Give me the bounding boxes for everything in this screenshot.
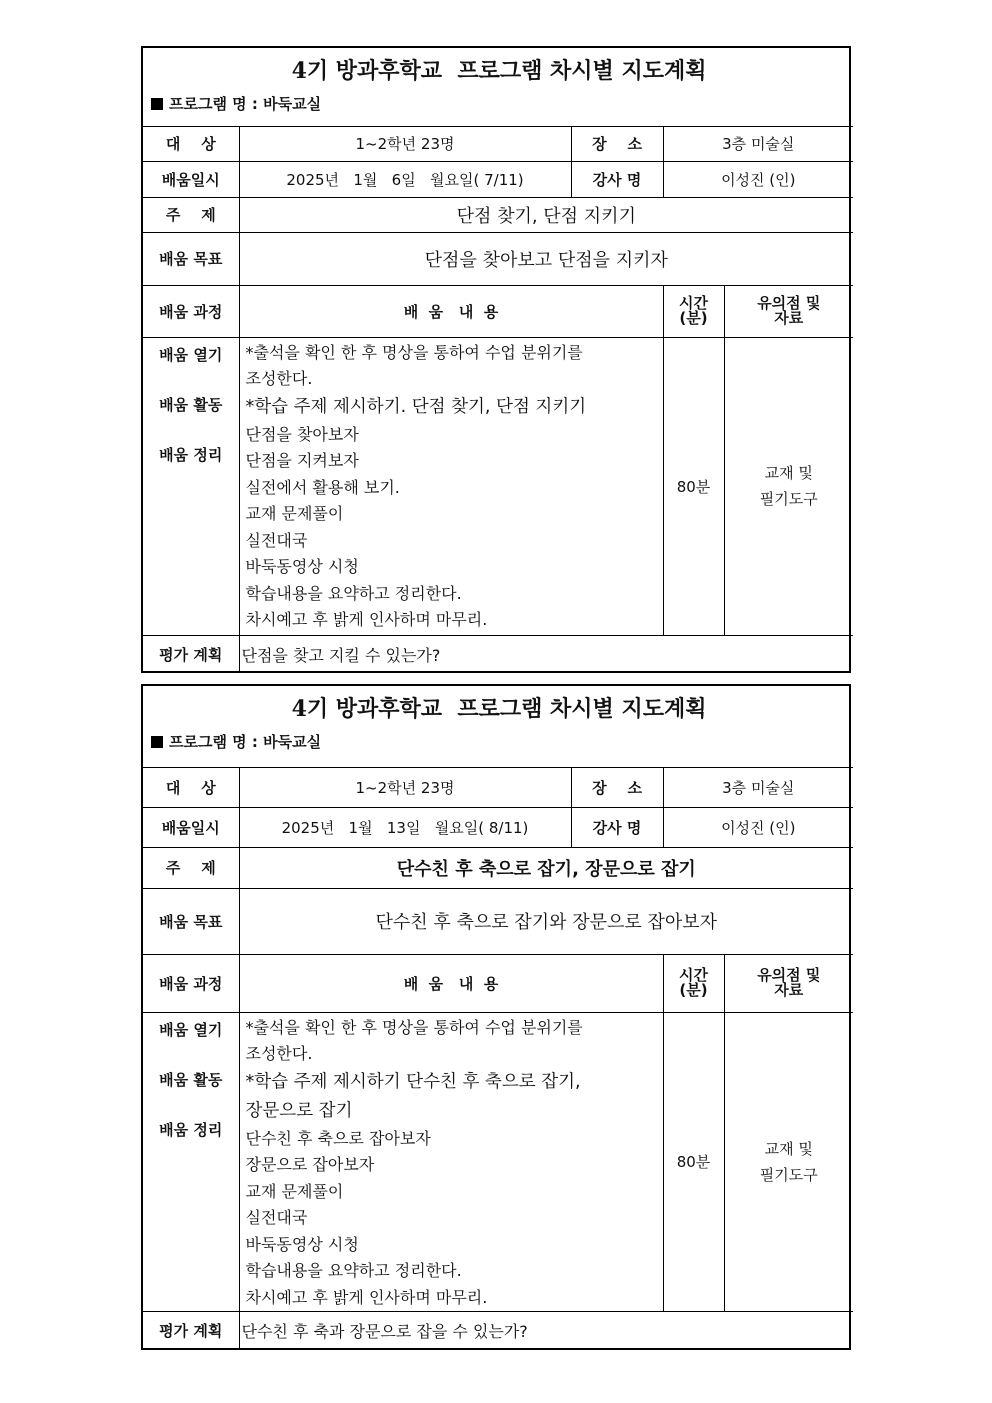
notes-header [724, 285, 853, 337]
lesson-plan-table [141, 684, 851, 1350]
topic-label: 주 제 [143, 847, 239, 888]
program-name-text: 프로그램 명 : 바둑교실 [169, 95, 322, 113]
content-header: 배 움 내 용 [239, 285, 663, 337]
content-line: 바둑동영상 시청 [245, 557, 359, 576]
notes-header-line2: 자료 [774, 309, 804, 327]
teacher-value: 이성진 (인) [663, 161, 853, 197]
teacher-label: 강사 명 [571, 161, 663, 197]
stage-closing: 배움 정리 [159, 1120, 223, 1139]
content-line: 차시예고 후 밝게 인사하며 마무리. [245, 1287, 488, 1307]
content-line: *학습 주제 제시하기. 단점 찾기, 단점 지키기 [245, 396, 587, 417]
goal-label: 배움 목표 [143, 232, 239, 285]
content-line: *학습 주제 제시하기 단수친 후 축으로 잡기, [245, 1071, 581, 1092]
time-header-line2: (분) [679, 309, 708, 327]
program-name [151, 731, 847, 752]
teacher-value: 이성진 (인) [663, 807, 853, 847]
date-label: 배움일시 [143, 807, 239, 847]
content-header: 배 움 내 용 [239, 954, 663, 1012]
date-value: 2025년 1월 6일 월요일( 7/11) [239, 161, 571, 197]
content-line: 차시예고 후 밝게 인사하며 마무리. [245, 610, 488, 629]
materials-cell [724, 337, 853, 635]
program-name [151, 93, 847, 114]
content-line: 조성한다. [245, 369, 313, 388]
content-line: 교재 문제풀이 [245, 1181, 344, 1201]
goal-value: 단점을 찾아보고 단점을 지키자 [239, 232, 853, 285]
time-header [663, 285, 724, 337]
materials-line1: 교재 및 [764, 464, 813, 482]
materials-line2: 필기도구 [759, 490, 818, 508]
stage-opening: 배움 열기 [159, 345, 223, 364]
place-value: 3층 미술실 [663, 767, 853, 807]
teacher-label: 강사 명 [571, 807, 663, 847]
content-cell [239, 337, 663, 635]
content-line: *출석을 확인 한 후 명상을 통하여 수업 분위기를 [245, 1017, 583, 1037]
content-line: 조성한다. [245, 1044, 313, 1063]
stages-cell [143, 1012, 239, 1312]
place-value: 3층 미술실 [663, 126, 853, 161]
topic-value: 단수친 후 축으로 잡기, 장문으로 잡기 [239, 847, 853, 888]
topic-label: 주 제 [143, 197, 239, 232]
content-line: 학습내용을 요약하고 정리한다. [245, 583, 462, 603]
stage-closing: 배움 정리 [159, 445, 223, 464]
target-value: 1~2학년 23명 [239, 126, 571, 161]
time-header-line2: (분) [679, 981, 708, 999]
stage-opening: 배움 열기 [159, 1020, 223, 1039]
stages-cell [143, 337, 239, 635]
content-line: 단점을 찾아보자 [245, 424, 359, 444]
time-value: 80분 [663, 337, 724, 635]
lesson-plan-table [141, 46, 851, 673]
eval-value: 단점을 찾고 지킬 수 있는가? [239, 635, 853, 673]
place-label: 장 소 [571, 767, 663, 807]
header-cell [143, 48, 853, 126]
stage-activity: 배움 활동 [159, 395, 223, 414]
eval-value: 단수친 후 축과 장문으로 잡을 수 있는가? [239, 1312, 853, 1350]
process-header: 배움 과정 [143, 285, 239, 337]
time-header-line1: 시간 [679, 966, 708, 984]
goal-value: 단수친 후 축으로 잡기와 장문으로 잡아보자 [239, 888, 853, 954]
content-line: 실전대국 [245, 1208, 308, 1227]
process-header: 배움 과정 [143, 954, 239, 1012]
topic-value: 단점 찾기, 단점 지키기 [239, 197, 853, 232]
notes-header-line2: 자료 [774, 981, 804, 999]
content-line: 장문으로 잡아보자 [245, 1155, 375, 1174]
content-line: *출석을 확인 한 후 명상을 통하여 수업 분위기를 [245, 342, 583, 362]
materials-line2: 필기도구 [759, 1165, 818, 1184]
eval-label: 평가 계획 [143, 1312, 239, 1350]
content-line: 실전대국 [245, 530, 308, 550]
time-header [663, 954, 724, 1012]
notes-header [724, 954, 853, 1012]
program-name-text: 프로그램 명 : 바둑교실 [169, 733, 322, 751]
goal-label: 배움 목표 [143, 888, 239, 954]
materials-line1: 교재 및 [764, 1139, 813, 1158]
time-header-line1: 시간 [679, 294, 708, 312]
date-label: 배움일시 [143, 161, 239, 197]
target-label: 대 상 [143, 767, 239, 807]
target-value: 1~2학년 23명 [239, 767, 571, 807]
content-cell [239, 1012, 663, 1312]
place-label: 장 소 [571, 126, 663, 161]
content-line: 장문으로 잡기 [245, 1100, 353, 1121]
materials-cell [724, 1012, 853, 1312]
plan-title: 4기 방과후학교 프로그램 차시별 지도계획 [291, 696, 707, 722]
content-line: 학습내용을 요약하고 정리한다. [245, 1261, 462, 1280]
plan-title: 4기 방과후학교 프로그램 차시별 지도계획 [291, 58, 707, 84]
eval-label: 평가 계획 [143, 635, 239, 673]
square-bullet-icon [151, 736, 163, 748]
content-line: 단점을 지켜보자 [245, 451, 359, 470]
stage-activity: 배움 활동 [159, 1070, 223, 1089]
time-value: 80분 [663, 1012, 724, 1312]
square-bullet-icon [151, 98, 163, 110]
date-value: 2025년 1월 13일 월요일( 8/11) [239, 807, 571, 847]
target-label: 대 상 [143, 126, 239, 161]
notes-header-line1: 유의점 및 [757, 966, 821, 984]
content-line: 실전에서 활용해 보기. [245, 477, 400, 497]
content-line: 단수친 후 축으로 잡아보자 [245, 1128, 431, 1148]
notes-header-line1: 유의점 및 [757, 294, 821, 312]
content-line: 교재 문제풀이 [245, 504, 344, 523]
content-line: 바둑동영상 시청 [245, 1234, 359, 1254]
header-cell [143, 686, 853, 767]
